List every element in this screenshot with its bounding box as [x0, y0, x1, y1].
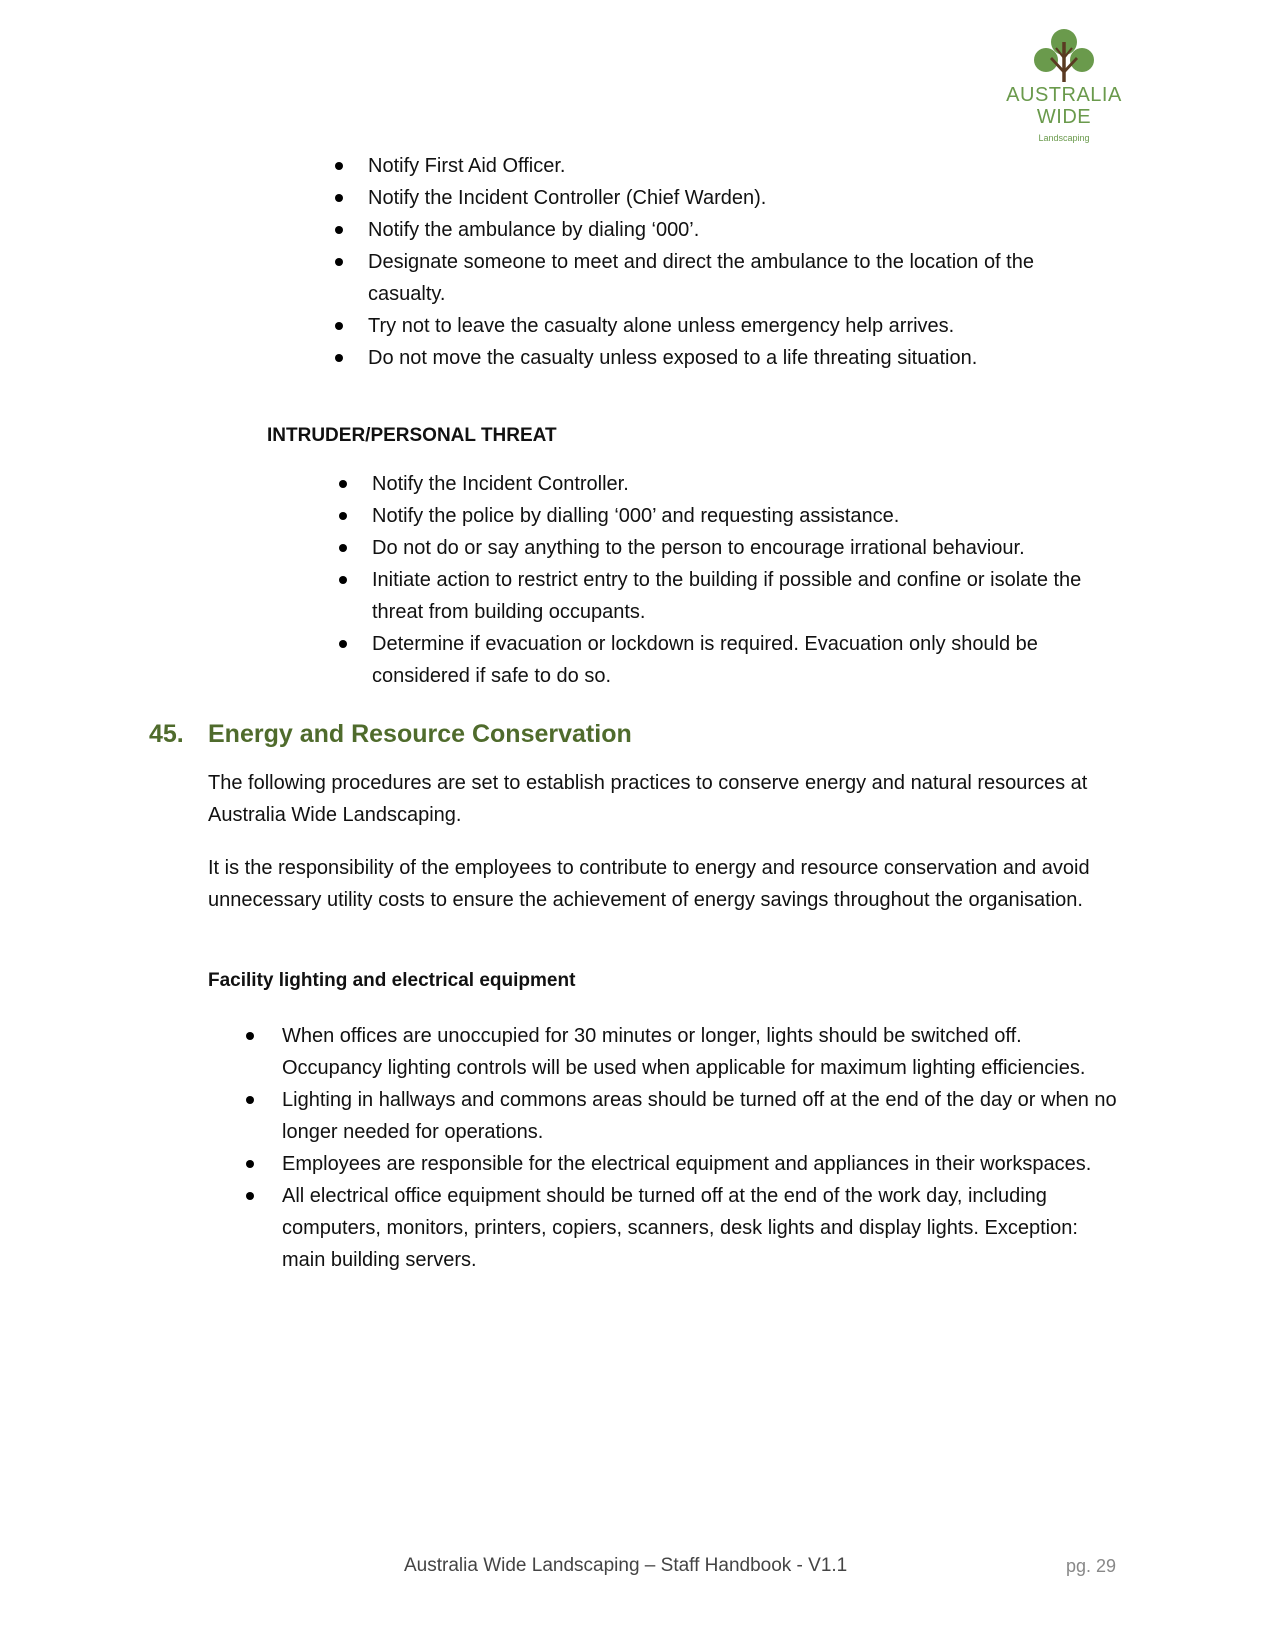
- intruder-heading: INTRUDER/PERSONAL THREAT: [267, 425, 557, 446]
- bullet-icon: [335, 194, 343, 202]
- bullet-icon: [246, 1160, 254, 1168]
- list-item: [282, 1020, 1122, 1084]
- section-number: 45.: [149, 720, 184, 748]
- list-item: [372, 468, 1112, 500]
- logo-subtitle: Landscaping: [1038, 133, 1090, 143]
- bullet-icon: [246, 1096, 254, 1104]
- list-item: [368, 214, 1108, 246]
- section-title: Energy and Resource Conservation: [208, 720, 632, 748]
- list-item-text: Initiate action to restrict entry to the building if possible and confine or isolate the threat from building occupants.: [372, 569, 1082, 623]
- list-item: [282, 1180, 1122, 1276]
- list-item-text: Notify the ambulance by dialing ‘000’.: [368, 219, 700, 241]
- paragraph-intro: The following procedures are set to establish practices to conserve energy and natural resources at Australia Wide Landscaping.: [208, 772, 1088, 826]
- list-item: [368, 246, 1108, 310]
- bullet-icon: [339, 544, 347, 552]
- list-item: [282, 1148, 1122, 1180]
- bullet-icon: [335, 162, 343, 170]
- list-item: [372, 564, 1112, 628]
- bullet-icon: [335, 226, 343, 234]
- bullet-icon: [335, 322, 343, 330]
- bullet-icon: [246, 1032, 254, 1040]
- list-item: [368, 310, 1108, 342]
- list-item: [372, 532, 1112, 564]
- list-item: [372, 628, 1112, 692]
- bullet-icon: [339, 640, 347, 648]
- lighting-list: [282, 1020, 1122, 1276]
- list-item: [368, 342, 1108, 374]
- company-logo: [996, 28, 1132, 143]
- list-item: [372, 500, 1112, 532]
- list-item-text: Lighting in hallways and commons areas should be turned off at the end of the day or when no longer needed for operations.: [282, 1089, 1117, 1143]
- list-item-text: Notify First Aid Officer.: [368, 155, 566, 177]
- bullet-icon: [339, 512, 347, 520]
- logo-text-line2: WIDE: [1036, 106, 1092, 128]
- bullet-icon: [335, 258, 343, 266]
- footer-text: Australia Wide Landscaping – Staff Handbook - V1.1: [404, 1555, 848, 1576]
- tree-icon: [1029, 28, 1099, 84]
- subsection-heading: Facility lighting and electrical equipment: [208, 970, 576, 991]
- list-item-text: When offices are unoccupied for 30 minutes or longer, lights should be switched off. Occupancy lighting controls will be used when applicable for maximum lighting efficiencies.: [282, 1025, 1086, 1079]
- intruder-list: [372, 468, 1112, 692]
- list-item-text: Do not do or say anything to the person to encourage irrational behaviour.: [372, 537, 1025, 559]
- section-heading: [149, 720, 632, 749]
- bullet-icon: [335, 354, 343, 362]
- logo-text-line1: AUSTRALIA: [1006, 84, 1122, 106]
- paragraph-responsibility: It is the responsibility of the employees to contribute to energy and resource conservation and avoid unnecessary utility costs to ensure the achievement of energy savings throughout the organisation.: [208, 857, 1090, 911]
- list-item-text: Notify the police by dialling ‘000’ and requesting assistance.: [372, 505, 900, 527]
- bullet-icon: [339, 480, 347, 488]
- list-item-text: Employees are responsible for the electrical equipment and appliances in their workspaces.: [282, 1153, 1092, 1175]
- list-item-text: All electrical office equipment should be turned off at the end of the work day, including computers, monitors, printers, copiers, scanners, desk lights and display lights. Exception: main building servers.: [282, 1185, 1078, 1271]
- list-item-text: Notify the Incident Controller (Chief Warden).: [368, 187, 767, 209]
- page-number: pg. 29: [1066, 1556, 1117, 1576]
- list-item-text: Designate someone to meet and direct the ambulance to the location of the casualty.: [368, 251, 1034, 305]
- list-item: [368, 182, 1108, 214]
- list-item: [368, 150, 1108, 182]
- first-aid-list: [368, 150, 1108, 374]
- list-item-text: Determine if evacuation or lockdown is required. Evacuation only should be considered if safe to do so.: [372, 633, 1038, 687]
- bullet-icon: [339, 576, 347, 584]
- list-item-text: Notify the Incident Controller.: [372, 473, 629, 495]
- list-item: [282, 1084, 1122, 1148]
- list-item-text: Do not move the casualty unless exposed to a life threating situation.: [368, 347, 978, 369]
- list-item-text: Try not to leave the casualty alone unless emergency help arrives.: [368, 315, 955, 337]
- bullet-icon: [246, 1192, 254, 1200]
